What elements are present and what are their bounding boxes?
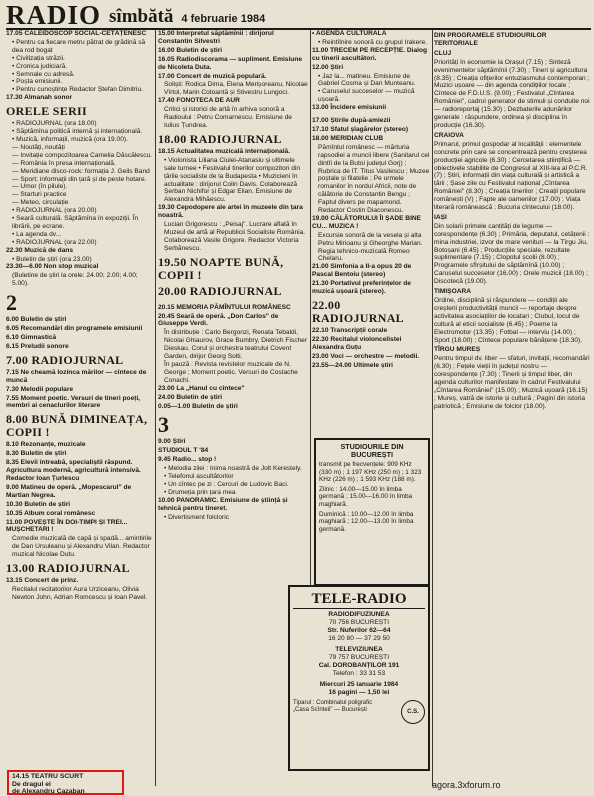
column-rule	[432, 30, 433, 786]
program-entry: 18.15 Actualitatea muzicală internațională.	[158, 147, 291, 155]
tele-line: 16 20 80 — 37 29 50	[328, 635, 390, 642]
section-heading: 7.00 RADIOJURNAL	[6, 352, 124, 367]
program-entry: Pămîntul românesc — mărturia rapsodiei a muncii libere (Sanitarul cel dintîi de la Butoi județul Gorj) ; Rubrica de IT. Titus Vasilescu ; Muzee poștale și filatelie ; Pe urmele romanilor în nordul Africii, note de călătorie de Constantin Bengu ; Faptul divers pe mapamond. Redactor Costin Diaconescu.	[318, 143, 430, 215]
stamp-icon	[401, 700, 425, 724]
stamp-label: C.S.	[407, 709, 419, 715]
program-entry: • Civilizația străzii.	[12, 54, 65, 62]
section-heading: CLUJ	[434, 49, 452, 57]
program-entry: 22.30 Muzică de dans	[6, 246, 74, 254]
program-entry: • Melodia zilei : Inima noastră de Jolt Kerestely.	[164, 465, 302, 473]
program-entry: — Noutăți, noutăți	[12, 143, 65, 151]
column-regional-studios	[434, 30, 590, 786]
program-entry: • Buletin de știri (ora 23.00)	[12, 255, 92, 263]
program-entry: (Buletine de știri la orele: 24.00; 2.00; 4.00; 5.00).	[12, 272, 138, 288]
program-entry: • RADIOJURNAL (ora 20.00)	[12, 207, 97, 215]
section-heading: ORELE SERII	[6, 104, 87, 119]
program-number: 3	[158, 412, 169, 438]
program-entry: — Sport: informații din țară și de peste hotare.	[12, 175, 147, 183]
program-number: 2	[6, 290, 17, 316]
program-entry: Priorități în economie la Orașul (7.15) ; Sinteză evenimentelor săptămînii (7.30) ; Tineri și agricultura (8.35) ; Creația ofițerilor entuziasmului contemporan ; Muzici ușoare — din agenda condițiilor locale ; Cîntece de F.D.U.S. (9.00) ; Festivalul „Cîntarea României", cadrul generator de stimuli și conduite noi — radioreportaj (15.30) ; Dezbaterile adunărilor generale : răspundere, ordinea și disciplina în producție (16.30).	[434, 58, 590, 129]
program-entry: 10.00 PANORAMIC. Emisiune de știință și tehnică pentru tineret.	[158, 496, 288, 512]
program-entry: 13.15 Concert de prinz.	[6, 577, 79, 585]
program-entry: 22.10 Transcripții corale	[312, 327, 388, 334]
program-entry: — România în presa internațională.	[12, 159, 116, 167]
program-entry: 20.45 Seară de operă. „Don Carlos" de Giuseppe Verdi.	[158, 312, 279, 328]
program-entry: 6.05 Recomandări din programele emisiunii	[6, 325, 143, 333]
program-entry: — Starturi practice	[12, 191, 67, 199]
program-entry: 8.30 Buletin de știri	[6, 450, 67, 458]
tele-line: 70 756 BUCUREȘTI	[328, 619, 390, 626]
program-entry: — Meteo, circulație	[12, 199, 69, 207]
program-entry: 17.00 Concert de muzică populară.	[158, 72, 267, 80]
tele-radio-box	[288, 585, 430, 771]
column-rule	[155, 30, 156, 786]
section-heading: CRAIOVA	[434, 131, 464, 139]
program-entry: • Reintîlnire sonoră cu grupul Irakere.	[318, 38, 427, 46]
program-entry: 10.30 Buletin de știri	[6, 500, 71, 508]
program-entry: Pentru timpul dv. liber — sfaturi, invitații, recomandări (6.30) ; Fețele vieții în județul nostru — corespondențe (7.30) ; Tinerii și timpul liber, din agenda culturilor manifestate în cadrul Festivalului „Cîntarea României" (15.00) ; Muzică ușoară (16.15) ; Mureș, vatră de istorie și cultură ; Pagini din istoria patriotică ; Emisiune de folclor (18.00).	[434, 355, 590, 410]
program-entry: 8.10 Rezonanțe, muzicale	[6, 441, 86, 449]
program-entry: 8.35 Elevii întreabă, specialiștii răspund. Agricultura modernă, agricultură intensivă. Redactor Ioan Țurlescu	[6, 459, 141, 482]
program-entry: 6.00 Buletin de știri	[6, 316, 67, 324]
program-entry: 9.45 Radio... stop !	[158, 456, 217, 464]
highlight-line: de Alexandru Cazaban	[12, 788, 85, 796]
program-entry: 0.05—1.00 Buletin de știri	[158, 402, 238, 410]
program-entry: Excursie sonoră de la vesela și alta Petru Mirioanu și Gheorghe Marian. Regia tehnico-muzicală Romeo Chelaru.	[318, 231, 423, 263]
tele-line: Telefon : 33 31 53	[332, 670, 386, 677]
tele-line: RADIODIFUZIUNEA	[328, 611, 390, 618]
program-entry: 20.15 MEMORIA PĂMÎNTULUI ROMÂNESC	[158, 303, 291, 311]
column-program-1	[6, 30, 154, 786]
program-entry: • Semnale cu adresă.	[12, 70, 75, 78]
masthead-date: 4 februarie 1984	[181, 13, 266, 25]
program-entry: Comedie muzicală de capă și spadă... amintirile de Dan Ursuleanu și Alexandru Vilan. Redactor muzical Nicolae Dutu.	[12, 535, 152, 559]
program-entry: • Săptămîna politică internă și internațională.	[12, 128, 143, 136]
program-entry: 16.05 Radiodiscorama — supliment. Emisiune de Nicoleta Duta.	[158, 55, 303, 71]
program-entry: • Telefonul ascultătorilor	[164, 473, 234, 481]
program-entry: • Muzică, informații, muzică (ora 19.00).	[12, 135, 128, 143]
section-heading: TIMIȘOARA	[434, 288, 471, 296]
program-entry: • RADIOJURNAL (ora 22.00)	[12, 238, 97, 246]
program-entry: 11.00 TRECEM PE RECEPȚIE. Dialog cu tinerii ascultători.	[312, 46, 428, 62]
print-info: Tiparul : Combinatul poligrafic „Casa Scînteii" — București	[293, 700, 373, 713]
section-heading: 8.00 BUNĂ DIMINEAȚA, COPII !	[6, 412, 148, 440]
program-entry: — Invitație compozitoarea Camelia Dăscălescu.	[12, 151, 152, 159]
section-heading: IAȘI	[434, 213, 447, 221]
section-heading: 22.00 RADIOJURNAL	[312, 298, 404, 325]
studio-bucuresti-box	[314, 438, 430, 586]
section-heading: TÎRGU MUREȘ	[434, 346, 481, 354]
tele-line: Str. Nuferilor 62—64	[327, 627, 391, 634]
masthead-day: sîmbătă	[109, 6, 174, 27]
highlight-line: De dragul ei	[12, 780, 51, 788]
program-entry: 9.00 Matineu de operă. „Mopescarul" de Martian Negrea.	[6, 483, 132, 499]
program-entry: 17.40 FONOTECA DE AUR	[158, 97, 240, 105]
program-entry: 22.30 Recitalul violoncelistei Alexandra Guțu	[312, 335, 402, 351]
program-entry: 17.00 Știrile după-amiezii	[312, 117, 391, 125]
program-entry: • La agenda dv...	[12, 230, 62, 238]
program-entry: • Cronica judiciară.	[12, 62, 68, 70]
tele-line: TELEVIZIUNEA	[335, 646, 383, 653]
studio-heading: STUDIOURILE DIN BUCUREȘTI	[340, 442, 404, 459]
program-entry: • Jaz la... matineu. Emisiune de Gabriel Cosma și Dan Munteanu.	[318, 72, 416, 88]
program-entry: 23.00 La „Hanul cu cîntece"	[158, 384, 245, 392]
program-entry: 15.00 Interpretul săptămînii : dirijorul Constantin Silvestri	[158, 30, 274, 45]
program-entry: • Pentru cunoștințe Redactor Ștefan Dimitriu.	[12, 86, 143, 94]
program-entry: 24.00 Buletin de știri	[158, 393, 223, 401]
section-heading: 18.00 RADIOJURNAL	[158, 131, 282, 146]
program-entry: 17.10 Sfatul șlagărelor (stereo)	[312, 125, 409, 133]
studio-line: transmit pe frecvențele: 909 KHz (330 m) ; 1 197 KHz (250 m) ; 1 323 KHz (226 m) ; 1 593 KHz (188 m).	[319, 461, 422, 484]
program-entry: 6.15 Preludii sonore	[6, 342, 69, 350]
masthead-title: RADIO	[6, 0, 102, 30]
program-entry: Ordine, disciplină și răspundere — condiții ale creșterii productivității muncii — reportaje despre activitatea asociațiilor de locatari ; Clubul, locul de cultură al eticii socialiste (6.45) ; Poeme la Electromotor (13.35) ; Fotbal — interviu (14.00) ; Sport (18.00) ; Cîntece populare bănățene (18.30).	[434, 297, 583, 344]
program-entry: 21.30 Portativul preferințelor de muzică ușoară (stereo).	[312, 280, 411, 296]
section-heading: 20.00 RADIOJURNAL	[158, 283, 282, 298]
program-entry: În distribuție : Carlo Bergonzi, Renata Tebaldi, Nicolai Ghiaurov, Grace Bumbry, Dietrich Fischer Dieskau. Corul și orchestra teatrului Covent Garden, dirijor Georg Solti.	[164, 329, 308, 361]
tele-line: 79 757 BUCUREȘTI	[328, 654, 390, 661]
tele-radio-title: TELE-RADIO	[293, 590, 425, 609]
program-entry: 19.00 CĂLĂTORULUI ÎI ȘADE BINE CU... MUZICA !	[312, 214, 422, 230]
program-entry: — Umor (în pilule).	[12, 183, 68, 191]
watermark-credit: agora.3xforum.ro	[432, 780, 501, 790]
column-rule	[310, 30, 311, 585]
program-entry: • Un cîntec pe zi : Cercuri de Ludovic Baci.	[164, 480, 289, 488]
column-program-3	[312, 30, 430, 470]
section-heading: DIN PROGRAMELE STUDIOURILOR TERITORIALE	[434, 32, 547, 47]
program-entry: 23.55—24.00 Ultimele știri	[312, 361, 394, 369]
program-entry: Primarul, primul gospodar al localității : elementele concrete prin care se concentrează pentru creșterea producției agricole (6.30) ; Cercetarea științifică — obiectivele stabilite de Congresul al XIII-lea al P.C.R. (7) ; Știri, informații din viața culturală și artistică a țării ; Șase zile cu Festivalul național „Cîntarea României" (8.30) ; Creația tinerilor ; Creații populare românești (V) ; Fapte ale oamenilor (17.00) ; Viața literară românească ; Bucuria cîntecului (18.00).	[434, 140, 588, 212]
program-entry: • Caruselul succeselor — muzică ușoară.	[318, 88, 415, 104]
program-entry: 13.00 Încidere emisiunii	[312, 104, 387, 112]
section-heading: 13.00 RADIOJURNAL	[6, 561, 130, 576]
program-entry: 9.00 Știri	[158, 438, 186, 446]
program-entry: — Meridiane disco-rock: formația J. Geils Band	[12, 167, 150, 175]
program-entry: Critici și istorici de artă în arhiva sonoră a Radioului : Petru Comarnescu. Emisiune de Iulius Țundrea.	[164, 106, 292, 129]
program-entry: STUDIOUL T '84	[158, 447, 209, 455]
program-entry: • AGENDĂ CULTURALĂ	[312, 30, 387, 37]
program-entry: Din solarii primele cantități de legume — corespondențe (6.30) ; Primăria, deputatul, cetățenii : mina industriei, izvor de mare venituri — la Tîrgu Jiu, Botoșani (6.45) ; Producțiile speciale, rezultate suplimentare (7.15) ; Clopotul școlii (8.00) ; Programele sfîrșitului de săptămînă (10.00) ; Caruselul succeselor (16.00) ; Orele muzicii (18.00) ; Discotecă (19.00).	[434, 222, 590, 286]
program-entry: 7.55 Moment poetic. Versuri de tineri poeți, membri ai cenaclurilor literare	[6, 394, 141, 410]
program-entry: 12.00 Știri	[312, 63, 344, 71]
tele-line: Cal. DOROBANȚILOR 191	[318, 662, 400, 669]
program-entry: Recitalul recitatorilor Aura Urziceanu, Olivia Newton John, Adrian Romcescu și Ioan Pavel.	[12, 585, 148, 601]
masthead	[6, 2, 591, 30]
program-entry: Lucian Grigorescu : „Peisaj". Lucrare aflată în Muzeul de artă al Republicii Socialiste România. Colaborează Vasile Grigore. Redactor Victoria Șerbănescu.	[164, 221, 306, 252]
program-entry: • Pentru ca fiecare metru pătrat de grădină să dea rod bogat	[12, 38, 146, 54]
program-entry: 17.30 Almanah sonor	[6, 94, 73, 102]
program-entry: 11.00 POVEȘTE ÎN DOI-TIMPI ȘI TREI... MUȘCHETARI !	[6, 518, 128, 534]
program-entry: • Divertisment folcloric	[164, 513, 229, 521]
program-entry: 19.30 Cepodopere ale artei în muzeele din țara noastră.	[158, 204, 303, 220]
program-entry: 21.00 Simfonia a II-a opus 20 de Pascal Bentoiu (stereo)	[312, 263, 412, 279]
program-entry: • Violonista Liliana Ciulei-Atanasiu și ultimele sale turnee • Festivalul tinerilor compozitori din țările socialiste de la Budapesta • Muzicieni în actualitate : dirijorul Colin Davis. Colaborează Șerban Nichifor și Edgar Elian. Emisiune de Alexandra Mihăescu.	[164, 156, 301, 204]
program-entry: • Seară culturală. Săptămîna în expoziții. În librării, pe ecrane.	[12, 215, 139, 230]
program-entry: În pauză : Revista revistelor muzicale de N. George ; Moment poetic. Versuri de Costache Conachi.	[164, 361, 298, 384]
program-entry: 16.00 Buletin de știri	[158, 46, 223, 54]
program-entry: 6.10 Gimnastică	[6, 334, 57, 341]
tele-line: Miercuri 25 ianuarie 1984	[319, 681, 399, 688]
column-program-2	[158, 30, 308, 610]
program-entry: • Drumeția prin țara mea	[164, 488, 236, 496]
program-entry: • Poșta emisiunii.	[12, 78, 63, 86]
program-entry: Soliști: Rodica Dima, Elena Merișoreanu, Nicolae Vîrtol, Marin Cotoantă și Stivestru Lungoci.	[164, 81, 308, 97]
tele-line: 16 pagini — 1,50 lei	[328, 689, 390, 696]
program-entry: 18.00 MERIDIAN CLUB	[312, 134, 384, 142]
program-entry: 7.15 Ne cheamă lozinca mărilor — cîntece de muncă	[6, 368, 147, 384]
program-entry: 10.35 Album coral românesc	[6, 509, 96, 517]
program-entry: 7.30 Melodii populare	[6, 385, 74, 393]
program-entry: 23.30—6.00 Non stop muzical	[6, 263, 99, 271]
studio-line: Duminică : 10.00—12.00 în limba maghiară ; 12.00—13.00 în limba germană.	[319, 510, 414, 533]
highlighted-entry	[7, 770, 124, 795]
program-entry: • RADIOJURNAL (ora 18.00)	[12, 120, 97, 128]
program-entry: 23.00 Voci — orchestre — melodii.	[312, 352, 420, 360]
highlight-line: 14.15 TEATRU SCURT	[12, 773, 84, 780]
section-heading: 19.50 NOAPTE BUNĂ, COPII !	[158, 254, 284, 282]
studio-line: Zilnic : 14.00—15.00 în limba germană ; 15.00—16.00 în limba maghiară.	[319, 485, 413, 508]
program-entry: 17.05 CALEIDOSCOP SOCIAL-CETĂȚENESC	[6, 30, 147, 37]
